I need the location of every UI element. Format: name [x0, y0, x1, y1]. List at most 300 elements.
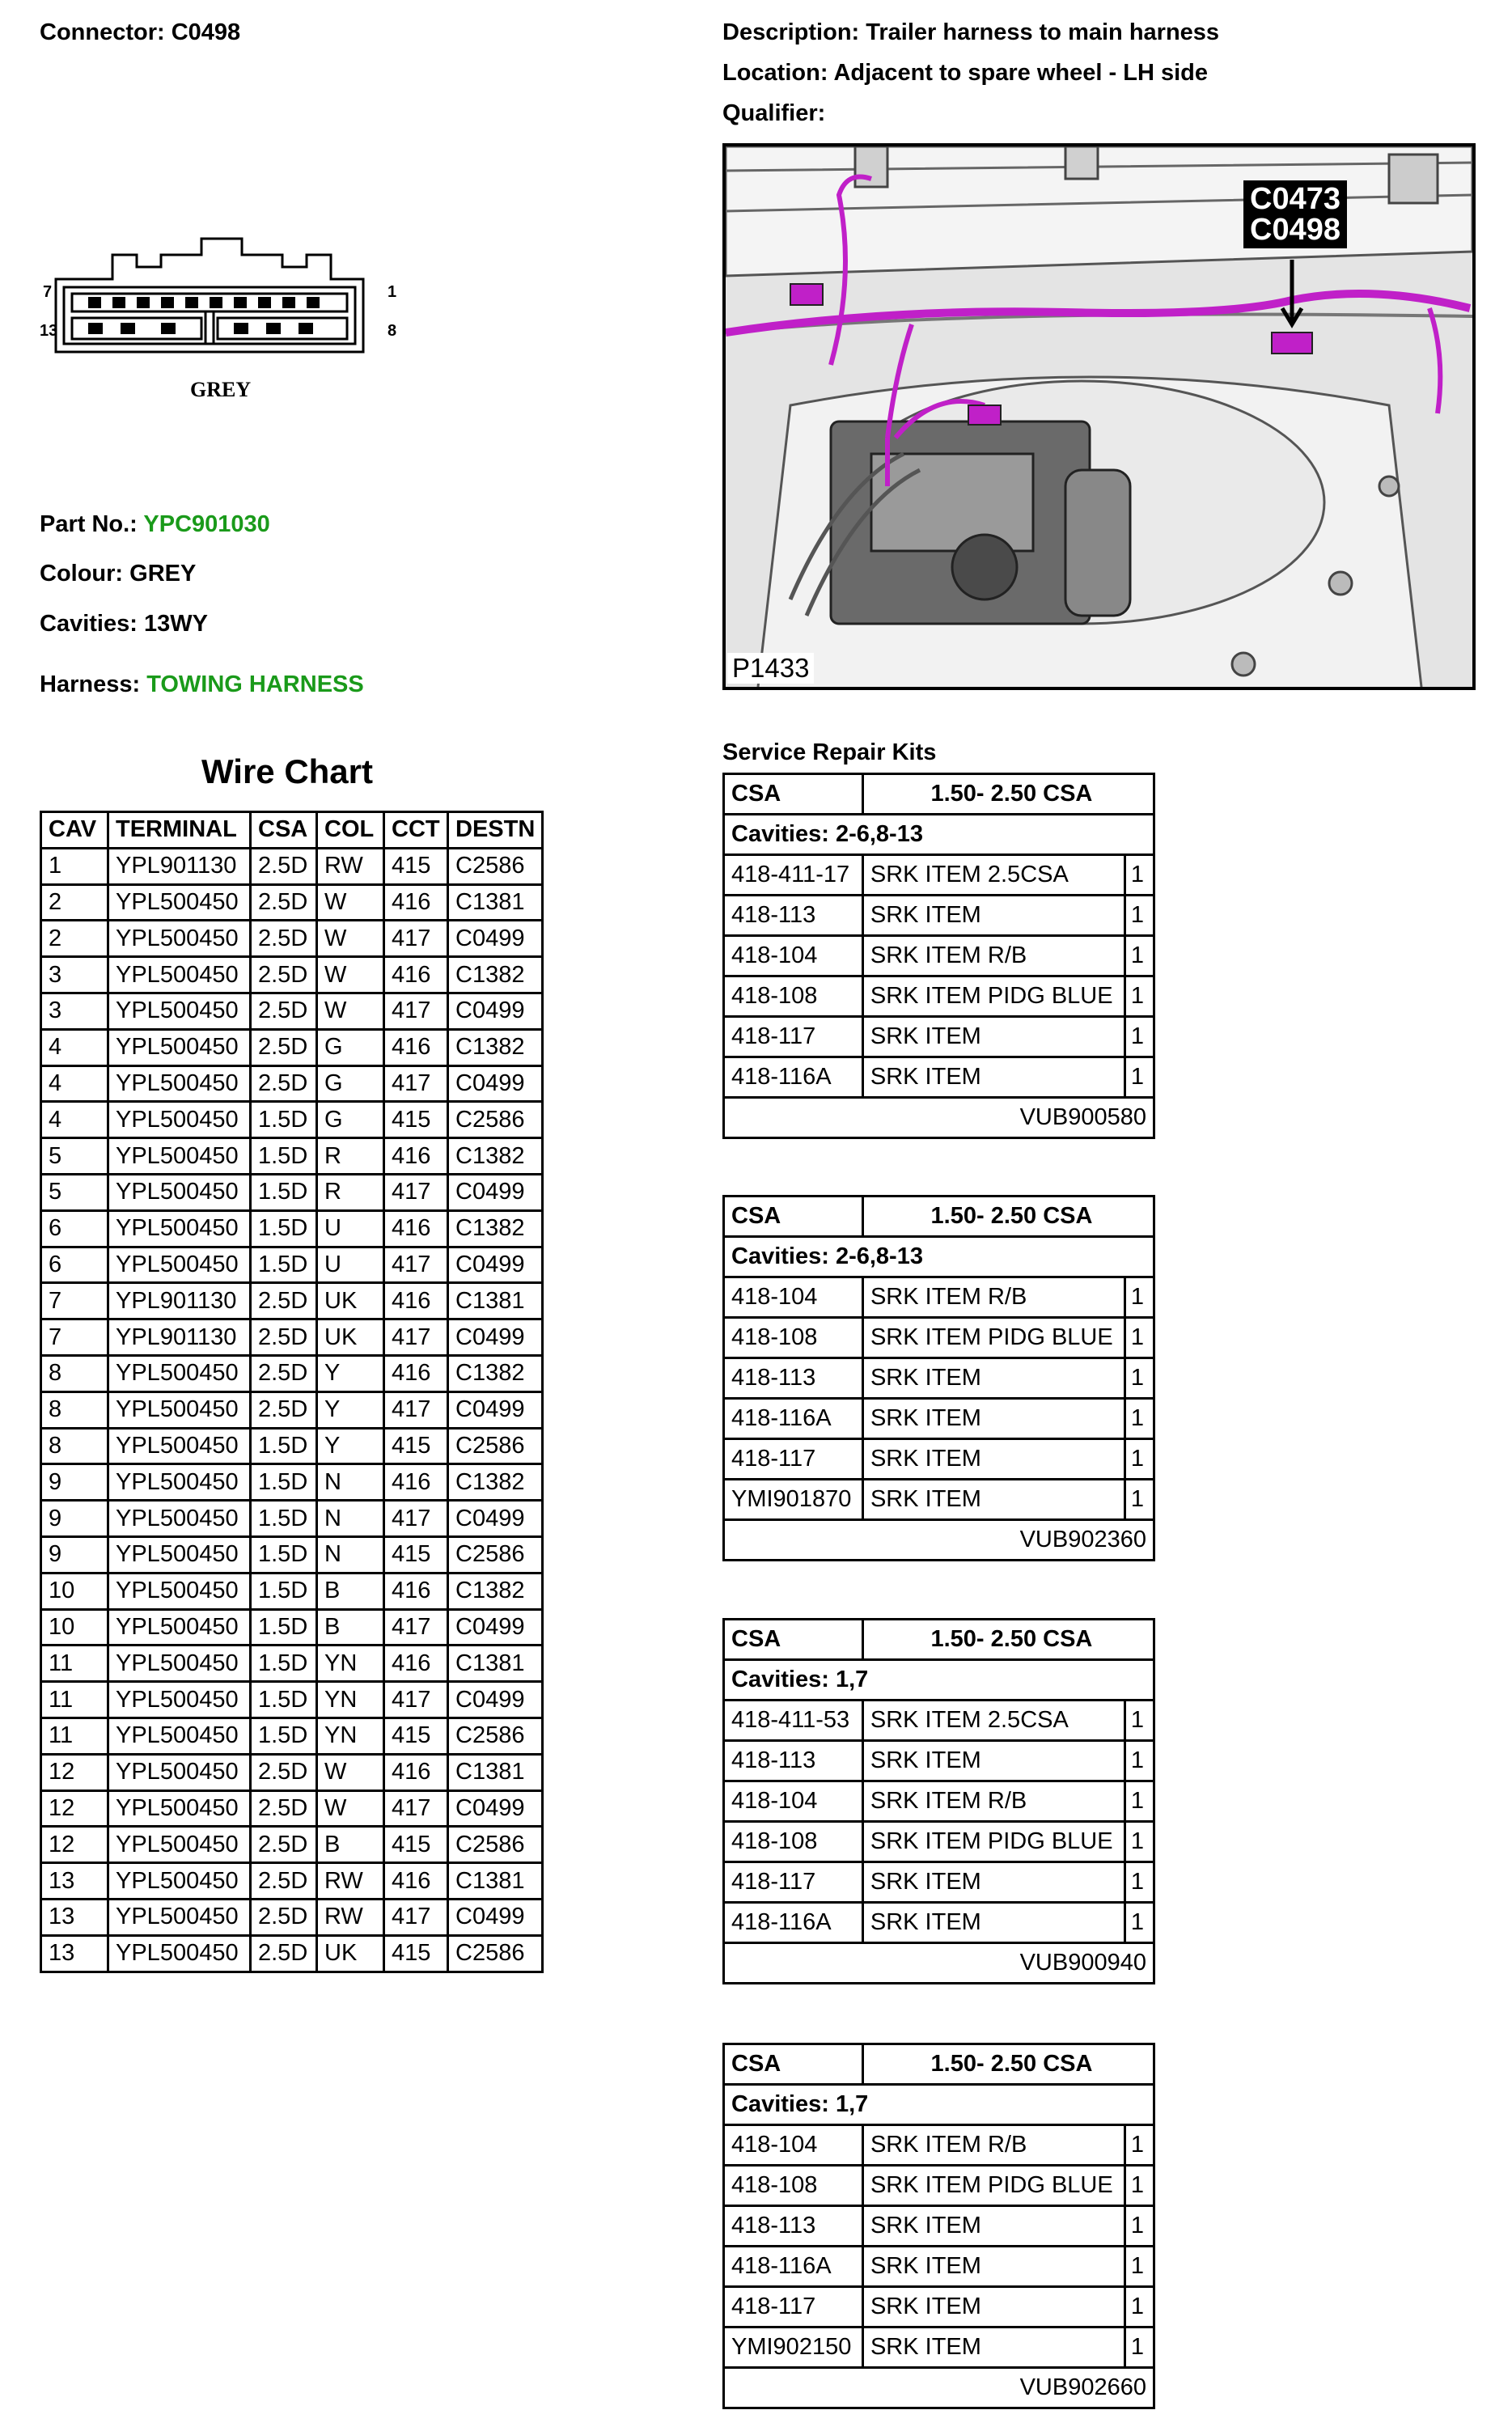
connector-colour-label: GREY: [190, 378, 252, 401]
cell-csa: 1.5D: [251, 1210, 317, 1247]
kit-item-qty: 1: [1124, 2327, 1154, 2368]
cell-destn: C0499: [448, 1899, 543, 1935]
kit-item-part: 418-104: [724, 1277, 863, 1318]
cell-col: RW: [317, 1899, 384, 1935]
cell-csa: 2.5D: [251, 1065, 317, 1102]
cell-terminal: YPL500450: [108, 1501, 251, 1537]
harness-label: Harness:: [40, 671, 141, 697]
kit-item-row: [724, 896, 1154, 936]
cell-csa: 2.5D: [251, 848, 317, 884]
kit-item-row: [724, 1822, 1154, 1862]
cell-terminal: YPL500450: [108, 993, 251, 1029]
cell-destn: C1381: [448, 1754, 543, 1790]
cell-cav: 8: [41, 1428, 108, 1464]
cell-col: YN: [317, 1682, 384, 1718]
cell-destn: C1382: [448, 1573, 543, 1609]
cell-col: R: [317, 1138, 384, 1175]
table-row: [41, 1790, 543, 1827]
part-number-value: YPC901030: [143, 511, 270, 537]
kit-item-part: 418-117: [724, 2287, 863, 2327]
kit-cavities: Cavities: 1,7: [724, 2085, 1154, 2125]
cell-terminal: YPL901130: [108, 848, 251, 884]
kit-item-qty: 1: [1124, 1701, 1154, 1741]
kit-item-description: SRK ITEM: [862, 1480, 1124, 1520]
kit-item-row: [724, 1358, 1154, 1399]
kit-item-qty: 1: [1124, 1781, 1154, 1822]
cell-col: B: [317, 1827, 384, 1863]
cell-destn: C0499: [448, 1682, 543, 1718]
cell-cav: 3: [41, 993, 108, 1029]
cell-terminal: YPL500450: [108, 1029, 251, 1065]
cell-col: G: [317, 1102, 384, 1138]
table-row: [41, 1283, 543, 1319]
qualifier: Qualifier:: [722, 100, 826, 126]
cell-terminal: YPL901130: [108, 1283, 251, 1319]
table-row: [41, 1247, 543, 1283]
kit-csa-value: 1.50- 2.50 CSA: [862, 774, 1154, 815]
cell-csa: 1.5D: [251, 1501, 317, 1537]
cell-cav: 11: [41, 1682, 108, 1718]
cell-csa: 2.5D: [251, 1754, 317, 1790]
header-cct: CCT: [384, 812, 448, 849]
cell-destn: C1381: [448, 1863, 543, 1900]
cell-csa: 2.5D: [251, 957, 317, 993]
kit-item-description: SRK ITEM: [862, 1439, 1124, 1480]
kit-item-part: 418-411-17: [724, 855, 863, 896]
table-row: [41, 1935, 543, 1972]
cell-col: UK: [317, 1319, 384, 1356]
cell-csa: 2.5D: [251, 884, 317, 921]
cell-cav: 8: [41, 1355, 108, 1391]
table-row: [41, 1102, 543, 1138]
cell-csa: 2.5D: [251, 1899, 317, 1935]
cell-cav: 13: [41, 1935, 108, 1972]
cell-csa: 1.5D: [251, 1609, 317, 1646]
table-row: [41, 1029, 543, 1065]
kit-item-row: [724, 1701, 1154, 1741]
cell-terminal: YPL500450: [108, 1138, 251, 1175]
table-row: [41, 1682, 543, 1718]
cell-col: W: [317, 884, 384, 921]
cell-cav: 2: [41, 884, 108, 921]
table-row: [41, 1827, 543, 1863]
cell-cct: 416: [384, 1646, 448, 1682]
kit-number: VUB902360: [724, 1520, 1154, 1561]
connector-id: Connector: C0498: [40, 19, 241, 45]
kit-item-row: [724, 2125, 1154, 2166]
cell-terminal: YPL500450: [108, 1210, 251, 1247]
table-row: [41, 1319, 543, 1356]
cell-col: G: [317, 1065, 384, 1102]
cell-cct: 416: [384, 1210, 448, 1247]
cell-col: RW: [317, 1863, 384, 1900]
cell-destn: C1382: [448, 1029, 543, 1065]
connector-face-drawing: [40, 231, 420, 404]
table-row: [41, 993, 543, 1029]
cell-cav: 13: [41, 1899, 108, 1935]
cell-terminal: YPL500450: [108, 1065, 251, 1102]
cell-terminal: YPL500450: [108, 1355, 251, 1391]
kit-item-qty: 1: [1124, 1480, 1154, 1520]
cell-cav: 4: [41, 1065, 108, 1102]
table-row: [41, 1646, 543, 1682]
cell-terminal: YPL500450: [108, 1428, 251, 1464]
kit-item-qty: 1: [1124, 855, 1154, 896]
kit-csa-label: CSA: [724, 2044, 863, 2085]
wire-chart-header-row: [41, 812, 543, 849]
table-row: [41, 1355, 543, 1391]
cell-col: UK: [317, 1935, 384, 1972]
cell-terminal: YPL500450: [108, 1536, 251, 1573]
kit-item-part: 418-108: [724, 1318, 863, 1358]
cell-terminal: YPL500450: [108, 1174, 251, 1210]
kit-item-row: [724, 2247, 1154, 2287]
cell-cav: 10: [41, 1573, 108, 1609]
kit-number-row: [724, 1520, 1154, 1561]
cell-cct: 417: [384, 1065, 448, 1102]
cell-destn: C1381: [448, 884, 543, 921]
kit-item-description: SRK ITEM R/B: [862, 2125, 1124, 2166]
repair-kit-table: [722, 1618, 1155, 1984]
kit-item-description: SRK ITEM: [862, 1862, 1124, 1903]
cell-col: N: [317, 1464, 384, 1501]
kit-cavities: Cavities: 1,7: [724, 1660, 1154, 1701]
colour: Colour: GREY: [40, 561, 197, 587]
cell-cav: 13: [41, 1863, 108, 1900]
cell-destn: C1382: [448, 1210, 543, 1247]
kit-item-row: [724, 855, 1154, 896]
callout-c0498: C0498: [1250, 213, 1340, 247]
callout-label: [1243, 180, 1347, 248]
kit-cavities: Cavities: 2-6,8-13: [724, 1237, 1154, 1277]
cell-cav: 3: [41, 957, 108, 993]
cell-cct: 415: [384, 1718, 448, 1754]
table-row: [41, 1065, 543, 1102]
kit-item-part: 418-117: [724, 1439, 863, 1480]
cell-terminal: YPL500450: [108, 884, 251, 921]
cell-cct: 415: [384, 1536, 448, 1573]
kit-csa-value: 1.50- 2.50 CSA: [862, 2044, 1154, 2085]
cell-cct: 417: [384, 921, 448, 957]
cell-cct: 417: [384, 1899, 448, 1935]
header-cav: CAV: [41, 812, 108, 849]
cell-csa: 2.5D: [251, 1863, 317, 1900]
kit-item-part: 418-116A: [724, 2247, 863, 2287]
cell-col: W: [317, 921, 384, 957]
kit-item-qty: 1: [1124, 976, 1154, 1017]
kit-csa-row: [724, 1197, 1154, 1237]
part-number-label: Part No.:: [40, 511, 138, 537]
kit-number: VUB900940: [724, 1943, 1154, 1984]
kit-item-description: SRK ITEM: [862, 1903, 1124, 1943]
cell-col: N: [317, 1536, 384, 1573]
cell-cct: 416: [384, 1029, 448, 1065]
kit-item-description: SRK ITEM: [862, 1017, 1124, 1057]
header-csa: CSA: [251, 812, 317, 849]
kit-number-row: [724, 1943, 1154, 1984]
cell-col: YN: [317, 1718, 384, 1754]
wire-chart-table: [40, 811, 544, 1973]
cell-cct: 416: [384, 1573, 448, 1609]
kit-item-row: [724, 1862, 1154, 1903]
cell-terminal: YPL500450: [108, 921, 251, 957]
kit-item-row: [724, 1318, 1154, 1358]
cell-destn: C1382: [448, 1464, 543, 1501]
location: Location: Adjacent to spare wheel - LH side: [722, 60, 1208, 86]
kit-item-qty: 1: [1124, 1862, 1154, 1903]
cell-terminal: YPL500450: [108, 1464, 251, 1501]
kit-item-description: SRK ITEM: [862, 2327, 1124, 2368]
header-terminal: TERMINAL: [108, 812, 251, 849]
cell-col: W: [317, 993, 384, 1029]
cell-cav: 7: [41, 1283, 108, 1319]
cell-csa: 2.5D: [251, 1790, 317, 1827]
header-destn: DESTN: [448, 812, 543, 849]
cell-cct: 416: [384, 1355, 448, 1391]
kit-item-row: [724, 2206, 1154, 2247]
cell-csa: 2.5D: [251, 1029, 317, 1065]
kit-number: VUB900580: [724, 1098, 1154, 1138]
cell-destn: C2586: [448, 1827, 543, 1863]
kit-item-part: YMI901870: [724, 1480, 863, 1520]
table-row: [41, 921, 543, 957]
cell-cav: 9: [41, 1501, 108, 1537]
cell-csa: 1.5D: [251, 1536, 317, 1573]
kit-item-part: 418-113: [724, 896, 863, 936]
kit-item-description: SRK ITEM: [862, 1358, 1124, 1399]
pin-7-label: 7: [43, 283, 53, 301]
cell-destn: C0499: [448, 993, 543, 1029]
cell-terminal: YPL500450: [108, 1863, 251, 1900]
cell-col: Y: [317, 1355, 384, 1391]
kit-csa-value: 1.50- 2.50 CSA: [862, 1197, 1154, 1237]
kit-item-row: [724, 1439, 1154, 1480]
kit-item-description: SRK ITEM PIDG BLUE: [862, 1318, 1124, 1358]
cell-col: B: [317, 1573, 384, 1609]
cell-csa: 2.5D: [251, 1283, 317, 1319]
cell-csa: 1.5D: [251, 1573, 317, 1609]
connector-outline-icon: [40, 231, 420, 404]
kit-item-qty: 1: [1124, 1318, 1154, 1358]
kit-item-description: SRK ITEM PIDG BLUE: [862, 976, 1124, 1017]
cell-cct: 417: [384, 1609, 448, 1646]
kit-csa-row: [724, 2044, 1154, 2085]
kit-item-description: SRK ITEM: [862, 896, 1124, 936]
kit-item-row: [724, 1741, 1154, 1781]
kit-item-description: SRK ITEM 2.5CSA: [862, 1701, 1124, 1741]
table-row: [41, 1609, 543, 1646]
location-photo: [722, 143, 1476, 690]
kit-item-row: [724, 1480, 1154, 1520]
cell-col: U: [317, 1210, 384, 1247]
table-row: [41, 1754, 543, 1790]
cell-destn: C1382: [448, 1355, 543, 1391]
pin-13-label: 13: [40, 322, 58, 340]
harness-value: TOWING HARNESS: [146, 671, 364, 697]
kit-item-part: 418-113: [724, 1358, 863, 1399]
kit-item-description: SRK ITEM: [862, 1741, 1124, 1781]
cell-csa: 2.5D: [251, 1391, 317, 1428]
cell-cct: 416: [384, 1464, 448, 1501]
repair-kit-table: [722, 1195, 1155, 1561]
cell-destn: C0499: [448, 1065, 543, 1102]
cell-cct: 417: [384, 1247, 448, 1283]
cell-terminal: YPL500450: [108, 1827, 251, 1863]
photo-reference-label: P1433: [727, 653, 814, 684]
cell-cct: 415: [384, 1935, 448, 1972]
cavities: Cavities: 13WY: [40, 611, 208, 637]
kit-item-description: SRK ITEM: [862, 2247, 1124, 2287]
kit-item-qty: 1: [1124, 896, 1154, 936]
table-row: [41, 957, 543, 993]
cell-col: G: [317, 1029, 384, 1065]
kit-item-description: SRK ITEM R/B: [862, 1277, 1124, 1318]
pin-1-label: 1: [388, 283, 397, 301]
cell-terminal: YPL500450: [108, 1247, 251, 1283]
kit-item-qty: 1: [1124, 1358, 1154, 1399]
kit-item-qty: 1: [1124, 936, 1154, 976]
kit-item-qty: 1: [1124, 2166, 1154, 2206]
cell-destn: C2586: [448, 1102, 543, 1138]
kit-item-row: [724, 2287, 1154, 2327]
cell-destn: C1381: [448, 1646, 543, 1682]
cell-col: RW: [317, 848, 384, 884]
table-row: [41, 1573, 543, 1609]
pin-8-label: 8: [388, 322, 397, 340]
cell-destn: C1382: [448, 1138, 543, 1175]
cell-csa: 1.5D: [251, 1682, 317, 1718]
cell-col: W: [317, 1790, 384, 1827]
kit-csa-label: CSA: [724, 1620, 863, 1660]
kit-cavities-row: [724, 1237, 1154, 1277]
cell-cav: 2: [41, 921, 108, 957]
table-row: [41, 1899, 543, 1935]
kit-item-description: SRK ITEM PIDG BLUE: [862, 2166, 1124, 2206]
kit-item-row: [724, 2166, 1154, 2206]
kit-item-qty: 1: [1124, 1439, 1154, 1480]
cell-destn: C0499: [448, 921, 543, 957]
table-row: [41, 1210, 543, 1247]
kit-item-description: SRK ITEM R/B: [862, 936, 1124, 976]
kit-item-description: SRK ITEM: [862, 2287, 1124, 2327]
kit-item-description: SRK ITEM 2.5CSA: [862, 855, 1124, 896]
cell-csa: 1.5D: [251, 1138, 317, 1175]
repair-kit-table: [722, 2043, 1155, 2409]
kit-csa-value: 1.50- 2.50 CSA: [862, 1620, 1154, 1660]
kit-item-qty: 1: [1124, 2206, 1154, 2247]
cell-csa: 2.5D: [251, 921, 317, 957]
cell-cct: 415: [384, 1102, 448, 1138]
cell-col: UK: [317, 1283, 384, 1319]
cell-csa: 1.5D: [251, 1646, 317, 1682]
kit-item-part: 418-108: [724, 2166, 863, 2206]
kit-item-part: 418-117: [724, 1862, 863, 1903]
cell-destn: C1381: [448, 1283, 543, 1319]
kit-item-part: 418-108: [724, 1822, 863, 1862]
kit-item-row: [724, 1057, 1154, 1098]
kit-csa-row: [724, 1620, 1154, 1660]
kit-item-qty: 1: [1124, 2247, 1154, 2287]
cell-terminal: YPL500450: [108, 1391, 251, 1428]
cell-cav: 5: [41, 1138, 108, 1175]
kit-item-description: SRK ITEM: [862, 1057, 1124, 1098]
cell-csa: 1.5D: [251, 1174, 317, 1210]
kit-item-qty: 1: [1124, 1057, 1154, 1098]
cell-destn: C0499: [448, 1247, 543, 1283]
cell-cct: 417: [384, 993, 448, 1029]
table-row: [41, 1391, 543, 1428]
cell-terminal: YPL500450: [108, 1754, 251, 1790]
kit-item-description: SRK ITEM R/B: [862, 1781, 1124, 1822]
cell-cav: 12: [41, 1827, 108, 1863]
cell-destn: C2586: [448, 1428, 543, 1464]
cell-col: YN: [317, 1646, 384, 1682]
cell-destn: C0499: [448, 1501, 543, 1537]
cell-cct: 416: [384, 1138, 448, 1175]
kit-item-description: SRK ITEM: [862, 1399, 1124, 1439]
cell-cct: 416: [384, 1283, 448, 1319]
cell-csa: 2.5D: [251, 1355, 317, 1391]
cell-terminal: YPL901130: [108, 1319, 251, 1356]
kit-cavities: Cavities: 2-6,8-13: [724, 815, 1154, 855]
cell-terminal: YPL500450: [108, 1899, 251, 1935]
cell-cav: 4: [41, 1102, 108, 1138]
kit-csa-row: [724, 774, 1154, 815]
cell-col: W: [317, 1754, 384, 1790]
kit-item-row: [724, 1017, 1154, 1057]
repair-kit-table: [722, 773, 1155, 1139]
cell-destn: C0499: [448, 1609, 543, 1646]
kit-item-qty: 1: [1124, 2125, 1154, 2166]
kit-number-row: [724, 2368, 1154, 2408]
description: Description: Trailer harness to main harness: [722, 19, 1220, 45]
cell-terminal: YPL500450: [108, 1102, 251, 1138]
kit-item-row: [724, 1399, 1154, 1439]
location-photo-illustration: [726, 146, 1472, 687]
cell-csa: 1.5D: [251, 1464, 317, 1501]
cell-terminal: YPL500450: [108, 1718, 251, 1754]
callout-c0473: C0473: [1250, 182, 1340, 216]
kit-item-part: 418-116A: [724, 1399, 863, 1439]
table-row: [41, 1428, 543, 1464]
cell-destn: C0499: [448, 1174, 543, 1210]
cell-cct: 417: [384, 1174, 448, 1210]
cell-cct: 415: [384, 1827, 448, 1863]
kit-item-description: SRK ITEM PIDG BLUE: [862, 1822, 1124, 1862]
kit-item-row: [724, 2327, 1154, 2368]
cell-csa: 1.5D: [251, 1718, 317, 1754]
cell-cct: 416: [384, 884, 448, 921]
kit-item-part: 418-113: [724, 1741, 863, 1781]
cell-destn: C2586: [448, 1536, 543, 1573]
cell-cav: 5: [41, 1174, 108, 1210]
cell-col: Y: [317, 1428, 384, 1464]
kit-item-qty: 1: [1124, 1399, 1154, 1439]
cell-cav: 12: [41, 1790, 108, 1827]
cell-destn: C2586: [448, 1935, 543, 1972]
cell-terminal: YPL500450: [108, 1790, 251, 1827]
cell-cav: 11: [41, 1718, 108, 1754]
kit-item-part: 418-116A: [724, 1903, 863, 1943]
kit-item-row: [724, 936, 1154, 976]
table-row: [41, 1174, 543, 1210]
kit-item-part: 418-104: [724, 2125, 863, 2166]
kit-item-row: [724, 1903, 1154, 1943]
cell-destn: C2586: [448, 848, 543, 884]
cell-cav: 1: [41, 848, 108, 884]
cell-terminal: YPL500450: [108, 957, 251, 993]
cell-col: W: [317, 957, 384, 993]
